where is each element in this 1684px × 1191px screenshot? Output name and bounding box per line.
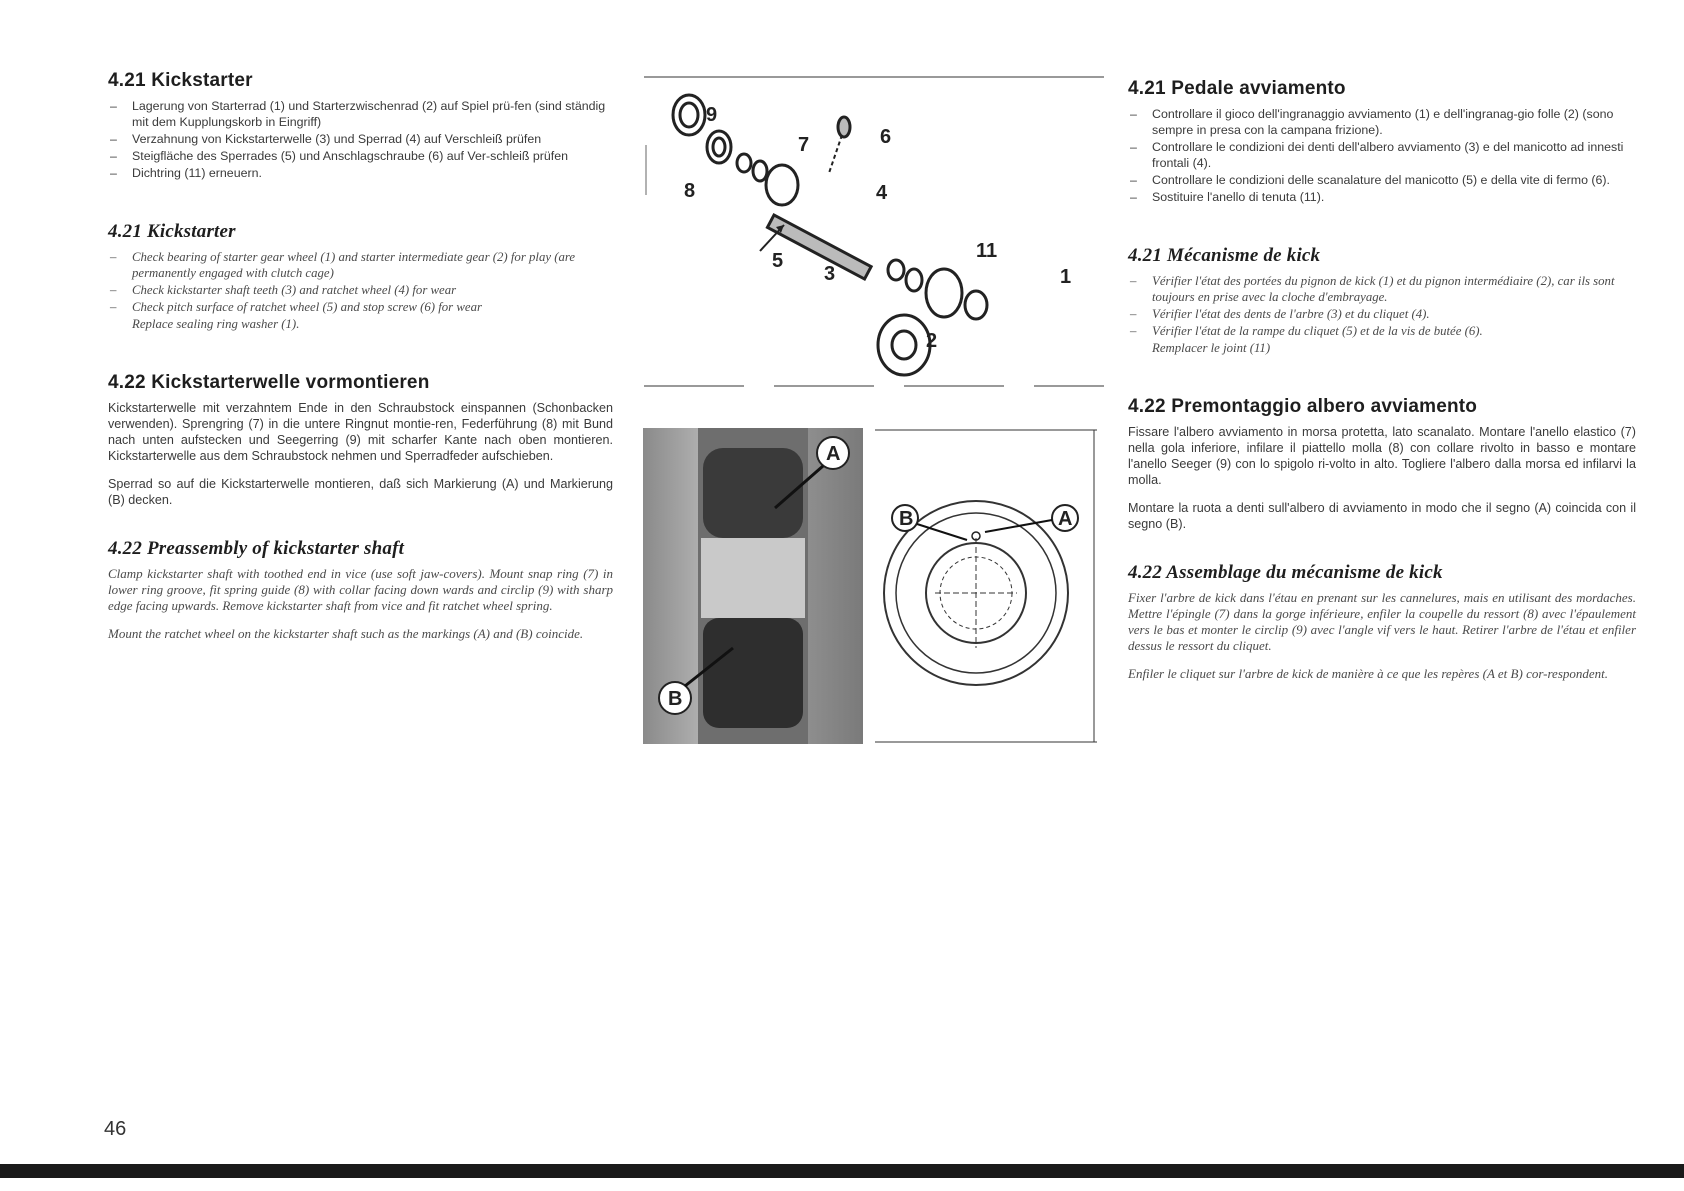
marker-a-label: A bbox=[826, 443, 841, 465]
list-continuation: Remplacer le joint (11) bbox=[1152, 341, 1271, 355]
paragraph: Fixer l'arbre de kick dans l'étau en prenant sur les cannelures, mais en utilisant des mordaches. Mettre l'épingle (7) dans la gorge inférieure, enfiler la coupelle du ressort (8) avec l'épaulement vers le bas et monter le circlip (9) avec l'angle vif vers le haut. Retirer l'arbre de l'étau et enfiler dessus le ressort du cliquet. bbox=[1128, 590, 1636, 653]
paragraph: Enfiler le cliquet sur l'arbre de kick de manière à ce que les repères (A et B) cor-respondent. bbox=[1128, 666, 1609, 681]
list-item: – Lagerung von Starterrad (1) und Starterzwischenrad (2) auf Spiel prü-fen (sind ständig mit dem Kupplungskorb in Eingriff) bbox=[108, 98, 613, 130]
exploded-view-figure bbox=[644, 75, 1104, 390]
ring-8-icon bbox=[707, 131, 731, 163]
paragraph: Mount the ratchet wheel on the kickstarter shaft such as the markings (A) and (B) coincide. bbox=[108, 626, 584, 641]
item-list bbox=[108, 98, 613, 181]
section-fr-4-22 bbox=[1128, 562, 1636, 682]
marker-a-label: A bbox=[1058, 508, 1073, 530]
ring-9-icon bbox=[673, 95, 705, 135]
list-item: – Controllare le condizioni delle scanalature del manicotto (5) e della vite di fermo (6). bbox=[1128, 172, 1636, 188]
parts-drawing bbox=[673, 95, 987, 375]
bottom-edge-bar bbox=[0, 1164, 1684, 1178]
list-item: – Vérifier l'état des dents de l'arbre (3) et du cliquet (4). bbox=[1128, 306, 1636, 322]
section-de-4-22 bbox=[108, 372, 613, 508]
part-label: 8 bbox=[684, 180, 696, 202]
section-title: 4.22 Preassembly of kickstarter shaft bbox=[108, 538, 405, 559]
list-item: – Check kickstarter shaft teeth (3) and ratchet wheel (4) for wear bbox=[108, 282, 613, 298]
list-item: – Vérifier l'état des portées du pignon de kick (1) et du pignon intermédiaire (2), car ils sont toujours en prise avec la cloche d'embrayage. bbox=[1128, 273, 1636, 305]
item-list bbox=[108, 249, 613, 315]
list-item: – Vérifier l'état de la rampe du cliquet (5) et de la vis de butée (6). bbox=[1128, 323, 1636, 339]
page-number: 46 bbox=[104, 1118, 127, 1140]
section-de-4-21 bbox=[108, 70, 613, 181]
part-label: 5 bbox=[772, 250, 784, 272]
starter-gear-icon bbox=[926, 269, 962, 317]
shaft-photo-figure bbox=[643, 428, 863, 744]
ratchet-wheel-icon bbox=[766, 165, 798, 205]
list-item: – Controllare le condizioni dei denti dell'albero avviamento (3) e del manicotto ad innesti frontali (4). bbox=[1128, 139, 1636, 171]
part-label: 4 bbox=[876, 182, 888, 204]
section-title: 4.21 Mécanisme de kick bbox=[1128, 245, 1321, 266]
stop-screw-icon bbox=[838, 117, 850, 137]
paragraph: Kickstarterwelle mit verzahntem Ende in den Schraubstock einspannen (Schonbacken verwenden). Sprengring (7) in die untere Ringnut montie-ren, Federführung (8) mit Bund nach unten aufstecken und Seegerring (9) mit scharfer Kante nach oben montieren. Kickstarterwelle aus dem Schraubstock nehmen und Sperradfeder aufschieben. bbox=[108, 401, 613, 463]
section-title: 4.21 Kickstarter bbox=[108, 70, 253, 91]
section-title: 4.21 Pedale avviamento bbox=[1128, 78, 1346, 99]
list-item: – Check pitch surface of ratchet wheel (5) and stop screw (6) for wear bbox=[108, 299, 613, 315]
paragraph: Clamp kickstarter shaft with toothed end in vice (use soft jaw-covers). Mount snap ring (7) in lower ring groove, fit spring guide (8) with collar facing down wards and circlip (9) with sharp edge facing upwards. Remove kickstarter shaft from vice and fit ratchet wheel spring. bbox=[108, 566, 613, 613]
intermediate-gear-icon bbox=[878, 315, 930, 375]
list-item: – Check bearing of starter gear wheel (1) and starter intermediate gear (2) for play (are permanently engaged with clutch cage) bbox=[108, 249, 613, 281]
list-item: – Controllare il gioco dell'ingranaggio avviamento (1) e dell'ingranag-gio folle (2) (sono sempre in presa con la campana frizione). bbox=[1128, 106, 1636, 138]
item-list bbox=[1128, 106, 1636, 205]
part-label: 11 bbox=[976, 240, 998, 262]
section-title: 4.21 Kickstarter bbox=[108, 221, 236, 242]
section-it-4-21 bbox=[1128, 78, 1636, 205]
section-title: 4.22 Assemblage du mécanisme de kick bbox=[1128, 562, 1443, 583]
section-it-4-22 bbox=[1128, 396, 1636, 532]
shaft-photo-drawing bbox=[643, 428, 863, 744]
list-continuation: Replace sealing ring washer (1). bbox=[132, 317, 300, 331]
section-en-4-21 bbox=[108, 221, 613, 332]
part-label: 2 bbox=[926, 330, 938, 352]
section-title: 4.22 Premontaggio albero avviamento bbox=[1128, 396, 1478, 417]
part-label: 7 bbox=[798, 134, 810, 156]
marker-b-label: B bbox=[668, 688, 683, 710]
part-label: 1 bbox=[1060, 266, 1072, 288]
paragraph: Sperrad so auf die Kickstarterwelle montieren, daß sich Markierung (A) und Markierung (B) decken. bbox=[108, 477, 613, 507]
right-column bbox=[1128, 78, 1636, 722]
list-item: – Dichtring (11) erneuern. bbox=[108, 165, 613, 181]
marking-alignment-figure bbox=[875, 428, 1097, 744]
section-en-4-22 bbox=[108, 538, 613, 642]
section-title: 4.22 Kickstarterwelle vormontieren bbox=[108, 372, 430, 393]
list-item: – Steigfläche des Sperrades (5) und Anschlagschraube (6) auf Ver-schleiß prüfen bbox=[108, 148, 613, 164]
list-item: – Verzahnung von Kickstarterwelle (3) und Sperrad (4) auf Verschleiß prüfen bbox=[108, 131, 613, 147]
paragraph: Montare la ruota a denti sull'albero di avviamento in modo che il segno (A) coincida con il segno (B). bbox=[1128, 501, 1636, 531]
part-label: 9 bbox=[706, 104, 718, 126]
paragraph: Fissare l'albero avviamento in morsa protetta, lato scanalato. Montare l'anello elastico (7) nella gola inferiore, infilare il piattello molla (8) con collare rivolto in basso e montare l'anello Seeger (9) con lo spigolo ri-volto in alto. Togliere l'albero dalla morsa ed infilarvi la molla. bbox=[1128, 425, 1636, 487]
part-label: 3 bbox=[824, 263, 836, 285]
item-list bbox=[1128, 273, 1636, 339]
part-label: 6 bbox=[880, 126, 892, 148]
left-column bbox=[108, 70, 613, 682]
marker-b-label: B bbox=[899, 508, 914, 530]
section-fr-4-21 bbox=[1128, 245, 1636, 356]
list-item: – Sostituire l'anello di tenuta (11). bbox=[1128, 189, 1636, 205]
